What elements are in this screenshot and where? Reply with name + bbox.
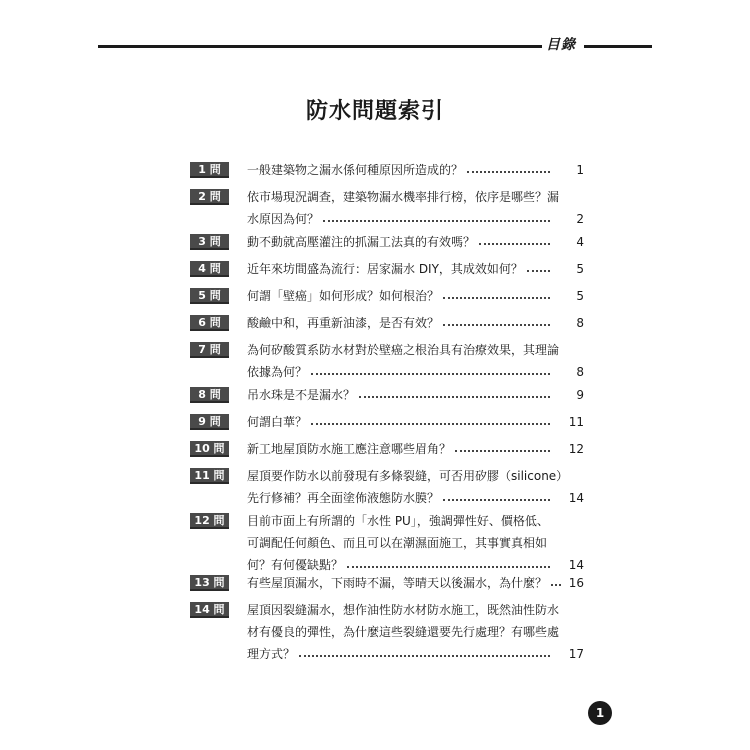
question-text	[247, 258, 553, 280]
toc-entry[interactable]	[190, 384, 584, 406]
dot-leader	[443, 297, 550, 299]
page-reference: 14	[568, 558, 584, 572]
question-number-badge: 4 問	[190, 261, 229, 277]
page-reference: 4	[576, 235, 584, 249]
question-line	[247, 643, 553, 665]
question-line-text: 何謂「壁癌」如何形成？如何根治？	[247, 289, 440, 303]
question-text	[247, 186, 560, 230]
page-number-badge: 1	[588, 701, 612, 725]
question-text	[247, 465, 569, 509]
dot-leader	[311, 423, 550, 425]
toc-entry[interactable]	[190, 599, 584, 665]
toc-entry[interactable]	[190, 510, 584, 576]
question-line: 屋頂因裂縫漏水，想作油性防水材防水施工，既然油性防水	[247, 603, 560, 617]
toc-entry[interactable]	[190, 159, 584, 181]
question-line	[247, 312, 553, 334]
question-number-badge: 5 問	[190, 288, 229, 304]
question-line-text: 何？有何優缺點？	[247, 558, 344, 572]
toc-entry[interactable]	[190, 438, 584, 460]
dot-leader	[311, 373, 550, 375]
page-reference: 5	[576, 262, 584, 276]
toc-entry[interactable]	[190, 186, 584, 230]
question-text	[247, 438, 553, 460]
dot-leader	[527, 270, 550, 272]
question-line-text: 近年來坊間盛為流行：居家漏水 DIY，其成效如何？	[247, 262, 523, 276]
question-number-badge: 8 問	[190, 387, 229, 403]
question-line-text: 水原因為何？	[247, 212, 320, 226]
question-number-badge: 7 問	[190, 342, 229, 358]
page-reference: 14	[568, 491, 584, 505]
question-line-text: 動不動就高壓灌注的抓漏工法真的有效嗎？	[247, 235, 476, 249]
page-reference: 16	[568, 576, 584, 590]
question-line-text: 新工地屋頂防水施工應注意哪些眉角？	[247, 442, 452, 456]
dot-leader	[323, 220, 550, 222]
question-line-text: 先行修補？再全面塗佈液態防水膜？	[247, 491, 440, 505]
question-line-text: 吊水珠是不是漏水？	[247, 388, 356, 402]
question-text	[247, 510, 553, 576]
question-line	[247, 258, 553, 280]
question-number-badge: 9 問	[190, 414, 229, 430]
dot-leader	[479, 243, 550, 245]
question-line: 可調配任何顏色、而且可以在潮濕面施工，其事實真相如	[247, 536, 548, 550]
toc-entry[interactable]	[190, 312, 584, 334]
question-number-badge: 14 問	[190, 602, 229, 618]
question-line-text: 酸鹼中和，再重新油漆，是否有效？	[247, 316, 440, 330]
question-number-badge: 6 問	[190, 315, 229, 331]
question-text	[247, 159, 553, 181]
dot-leader	[443, 324, 550, 326]
question-line: 材有優良的彈性，為什麼這些裂縫還要先行處理？有哪些處	[247, 625, 560, 639]
question-text	[247, 384, 553, 406]
question-text	[247, 572, 553, 594]
page-reference: 11	[568, 415, 584, 429]
toc-entry[interactable]	[190, 411, 584, 433]
question-number-badge: 12 問	[190, 513, 229, 529]
page-reference: 1	[576, 163, 584, 177]
question-line-text: 理方式？	[247, 647, 296, 661]
question-number-badge: 1 問	[190, 162, 229, 178]
question-line: 依市場現況調查，建築物漏水機率排行榜，依序是哪些？漏	[247, 190, 560, 204]
question-text	[247, 411, 553, 433]
page-reference: 9	[576, 388, 584, 402]
dot-leader	[455, 450, 550, 452]
question-line: 目前市面上有所謂的「水性 PU」，強調彈性好、價格低、	[247, 514, 549, 528]
question-number-badge: 11 問	[190, 468, 229, 484]
question-text	[247, 339, 560, 383]
toc-entry[interactable]	[190, 572, 584, 594]
question-number-badge: 3 問	[190, 234, 229, 250]
question-text	[247, 312, 553, 334]
question-line-text: 何謂白華？	[247, 415, 308, 429]
question-number-badge: 10 問	[190, 441, 229, 457]
question-line	[247, 411, 553, 433]
question-line	[247, 361, 553, 383]
dot-leader	[359, 396, 550, 398]
page-reference: 8	[576, 365, 584, 379]
toc-entry[interactable]	[190, 339, 584, 383]
question-line	[247, 487, 553, 509]
dot-leader	[467, 171, 550, 173]
page-title: 防水問題索引	[305, 99, 444, 124]
question-line	[247, 231, 553, 253]
question-number-badge: 13 問	[190, 575, 229, 591]
question-line-text: 依據為何？	[247, 365, 308, 379]
question-line-text: 有些屋頂漏水，下雨時不漏，等晴天以後漏水，為什麼？	[247, 576, 548, 590]
page-reference: 2	[576, 212, 584, 226]
question-line	[247, 384, 553, 406]
question-line	[247, 572, 553, 594]
toc-entry[interactable]	[190, 258, 584, 280]
question-line	[247, 208, 553, 230]
question-number-badge: 2 問	[190, 189, 229, 205]
question-text	[247, 231, 553, 253]
page-reference: 12	[568, 442, 584, 456]
dot-leader	[299, 655, 550, 657]
question-text	[247, 285, 553, 307]
question-line: 屋頂要作防水以前發現有多條裂縫，可否用矽膠（silicone）	[247, 469, 569, 483]
section-label: 目錄	[546, 37, 576, 53]
question-line	[247, 285, 553, 307]
question-line: 為何矽酸質系防水材對於壁癌之根治具有治療效果，其理論	[247, 343, 560, 357]
dot-leader	[443, 499, 550, 501]
dot-leader	[347, 566, 550, 568]
question-line	[247, 159, 553, 181]
question-line	[247, 438, 553, 460]
question-line-text: 一般建築物之漏水係何種原因所造成的？	[247, 163, 464, 177]
toc-entry[interactable]	[190, 465, 584, 509]
page-reference: 5	[576, 289, 584, 303]
page-reference: 17	[568, 647, 584, 661]
question-text	[247, 599, 560, 665]
toc-entry[interactable]	[190, 285, 584, 307]
page-reference: 8	[576, 316, 584, 330]
toc-entry[interactable]	[190, 231, 584, 253]
